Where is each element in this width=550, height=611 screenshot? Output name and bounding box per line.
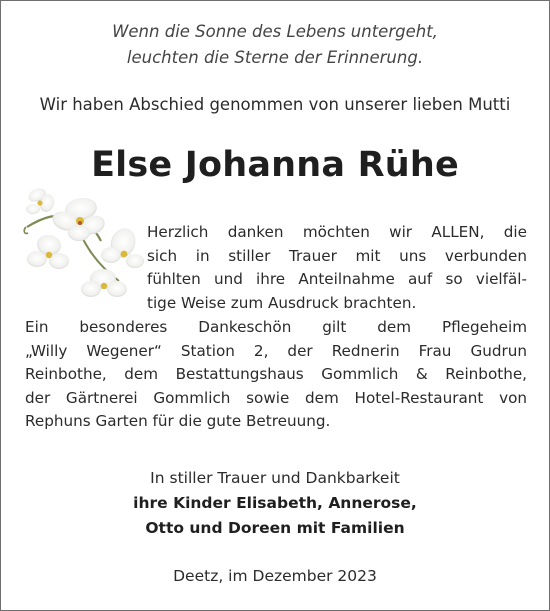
special-line-3: Reinbothe, dem Bestattungshaus Gommlich & Reinbothe,: [25, 365, 527, 384]
intro-text: Wir haben Abschied genommen von unserer lieben Mutti: [39, 95, 511, 114]
special-thanks-paragraph: [25, 316, 527, 434]
thanks-line-2: sich in stiller Trauer mit uns verbunden: [147, 246, 527, 265]
signoff-line-1: In stiller Trauer und Dankbarkeit: [150, 469, 400, 487]
thanks-line-3: fühlten und ihre Anteilnahme auf so vielfäl-: [147, 270, 527, 289]
special-line-2: „Willy Wegener“ Station 2, der Rednerin Frau Gudrun: [25, 341, 527, 360]
motto-line-2: leuchten die Sterne der Erinnerung.: [126, 48, 424, 67]
white-orchid-icon: [23, 183, 151, 303]
special-line-5: Rephuns Garten für die gute Betreuung.: [25, 412, 331, 431]
place-date: Deetz, im Dezember 2023: [173, 567, 377, 585]
signoff: [1, 466, 549, 541]
special-line-4: der Gärtnerei Gommlich sowie dem Hotel-Restaurant von: [25, 388, 527, 407]
signoff-line-2: ihre Kinder Elisabeth, Annerose,: [133, 494, 417, 512]
thanks-paragraph: [147, 221, 527, 315]
thanks-line-4: tige Weise zum Ausdruck brachten.: [147, 293, 417, 312]
motto: [1, 19, 549, 71]
deceased-name: Else Johanna Rühe: [91, 145, 459, 185]
thanks-line-1: Herzlich danken möchten wir ALLEN, die: [147, 223, 527, 241]
special-line-1: Ein besonderes Dankeschön gilt dem Pflegeheim: [25, 318, 527, 336]
motto-line-1: Wenn die Sonne des Lebens untergeht,: [112, 22, 438, 41]
signoff-line-3: Otto und Doreen mit Familien: [145, 519, 405, 537]
